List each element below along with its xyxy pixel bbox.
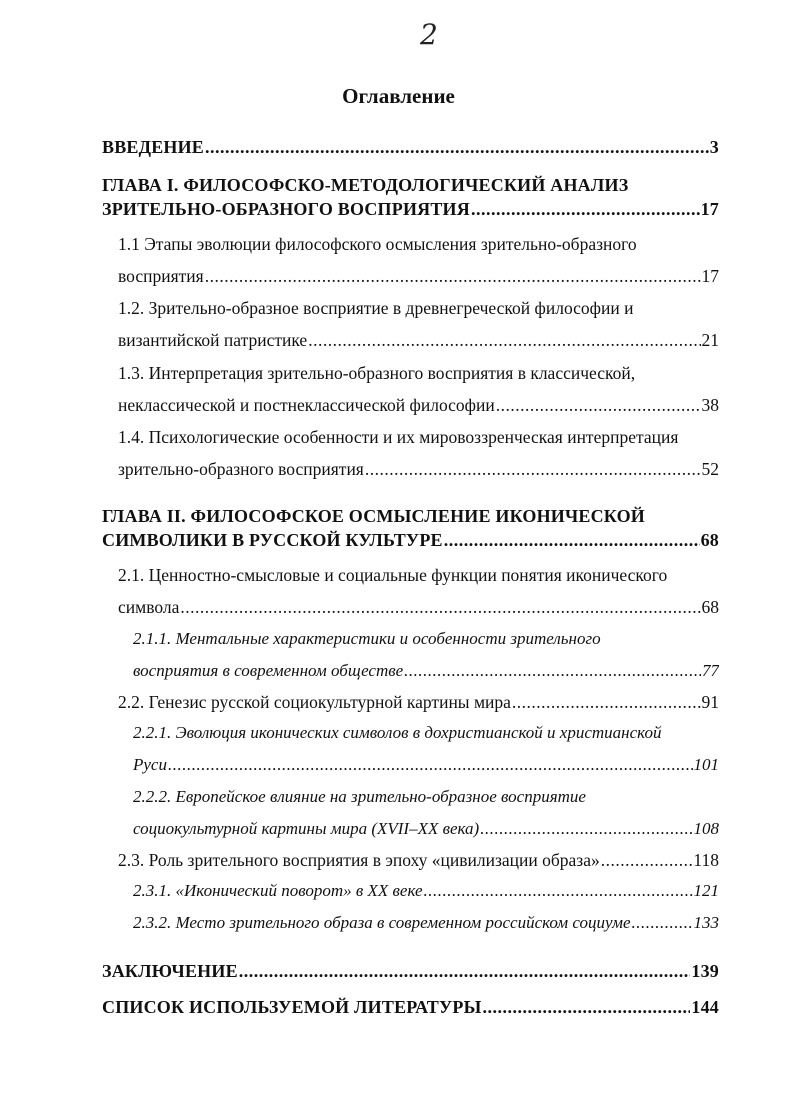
toc-section-2-1-line2[interactable] bbox=[118, 597, 719, 618]
toc-entry-label: ВВЕДЕНИЕ bbox=[102, 137, 205, 157]
toc-entry-page: 21 bbox=[701, 330, 719, 350]
toc-entry-conclusion[interactable] bbox=[102, 961, 719, 982]
dot-leader bbox=[424, 881, 693, 901]
toc-entry-page: 68 bbox=[700, 530, 719, 550]
toc-entry-page: 17 bbox=[701, 266, 719, 286]
toc-entry-label: 2.3.2. Место зрительного образа в современном российском социуме bbox=[133, 913, 631, 932]
page-title: Оглавление bbox=[342, 84, 455, 108]
toc-entry-intro[interactable] bbox=[102, 137, 719, 158]
toc-section-1-3-line1[interactable]: 1.3. Интерпретация зрительно-образного восприятия в классической, bbox=[118, 363, 636, 383]
dot-leader bbox=[471, 199, 700, 220]
toc-entry-page: 52 bbox=[701, 459, 719, 479]
toc-entry-label: 2.3.1. «Иконический поворот» в XX веке bbox=[133, 881, 423, 900]
toc-entry-page: 144 bbox=[691, 997, 719, 1017]
toc-section-2-2[interactable] bbox=[118, 692, 719, 713]
toc-section-1-1-line1[interactable]: 1.1 Этапы эволюции философского осмысления зрительно-образного bbox=[118, 234, 637, 254]
toc-subsection-2-2-2-line2[interactable] bbox=[133, 819, 719, 839]
toc-entry-label: 2.3. Роль зрительного восприятия в эпоху «цивилизации образа» bbox=[118, 850, 600, 870]
toc-entry-page: 108 bbox=[693, 819, 719, 838]
toc-entry-label: восприятия в современном обществе bbox=[133, 661, 404, 680]
toc-entry-label: СПИСОК ИСПОЛЬЗУЕМОЙ ЛИТЕРАТУРЫ bbox=[102, 997, 482, 1017]
toc-entry-page: 101 bbox=[693, 755, 719, 774]
toc-section-1-2-line1[interactable]: 1.2. Зрительно-образное восприятие в древнегреческой философии и bbox=[118, 298, 634, 318]
dot-leader bbox=[404, 661, 701, 681]
toc-section-1-3-line2[interactable] bbox=[118, 395, 719, 416]
toc-chapter1-title-line1[interactable]: ГЛАВА I. ФИЛОСОФСКО-МЕТОДОЛОГИЧЕСКИЙ АНАЛИЗ bbox=[102, 175, 629, 195]
dot-leader bbox=[205, 137, 709, 158]
toc-entry-page: 3 bbox=[709, 137, 719, 157]
toc-subsection-2-2-1-line1[interactable]: 2.2.1. Эволюция иконических символов в дохристианской и христианской bbox=[133, 723, 662, 742]
toc-entry-label: ЗРИТЕЛЬНО-ОБРАЗНОГО ВОСПРИЯТИЯ bbox=[102, 199, 470, 219]
toc-entry-bibliography[interactable] bbox=[102, 997, 719, 1018]
toc-section-2-3[interactable] bbox=[118, 850, 719, 871]
toc-entry-label: зрительно-образного восприятия bbox=[118, 459, 364, 479]
handwritten-page-number: 2 bbox=[420, 18, 438, 51]
toc-entry-label: символа bbox=[118, 597, 180, 617]
dot-leader bbox=[482, 997, 690, 1018]
toc-chapter1-title-line2[interactable] bbox=[102, 199, 719, 220]
toc-entry-page: 118 bbox=[693, 850, 719, 870]
toc-entry-label: византийской патристике bbox=[118, 330, 308, 350]
toc-entry-label: 2.2. Генезис русской социокультурной картины мира bbox=[118, 692, 511, 712]
dot-leader bbox=[308, 330, 700, 351]
toc-entry-page: 68 bbox=[701, 597, 719, 617]
toc-entry-label: восприятия bbox=[118, 266, 204, 286]
toc-entry-page: 91 bbox=[701, 692, 719, 712]
dot-leader bbox=[365, 459, 701, 480]
toc-subsection-2-2-1-line2[interactable] bbox=[133, 755, 719, 775]
toc-section-1-2-line2[interactable] bbox=[118, 330, 719, 351]
toc-subsection-2-3-2[interactable] bbox=[133, 913, 719, 933]
toc-section-2-1-line1[interactable]: 2.1. Ценностно-смысловые и социальные функции понятия иконического bbox=[118, 565, 668, 585]
toc-entry-label: социокультурной картины мира (XVII–XX века) bbox=[133, 819, 480, 838]
dot-leader bbox=[632, 913, 693, 933]
toc-section-1-4-line1[interactable]: 1.4. Психологические особенности и их мировоззренческая интерпретация bbox=[118, 427, 679, 447]
toc-entry-label: Руси bbox=[133, 755, 167, 774]
dot-leader bbox=[480, 819, 692, 839]
toc-section-1-1-line2[interactable] bbox=[118, 266, 719, 287]
toc-entry-page: 139 bbox=[691, 961, 719, 981]
toc-chapter2-title-line1[interactable]: ГЛАВА II. ФИЛОСОФСКОЕ ОСМЫСЛЕНИЕ ИКОНИЧЕСКОЙ bbox=[102, 506, 645, 526]
dot-leader bbox=[239, 961, 691, 982]
dot-leader bbox=[168, 755, 693, 775]
dot-leader bbox=[180, 597, 700, 618]
toc-entry-label: неклассической и постнеклассической философии bbox=[118, 395, 495, 415]
toc-entry-page: 38 bbox=[701, 395, 719, 415]
dot-leader bbox=[444, 530, 700, 551]
toc-entry-label: СИМВОЛИКИ В РУССКОЙ КУЛЬТУРЕ bbox=[102, 530, 443, 550]
dot-leader bbox=[512, 692, 701, 713]
toc-chapter2-title-line2[interactable] bbox=[102, 530, 719, 551]
toc-entry-page: 121 bbox=[693, 881, 719, 900]
dot-leader bbox=[496, 395, 701, 416]
dot-leader bbox=[601, 850, 693, 871]
toc-entry-label: ЗАКЛЮЧЕНИЕ bbox=[102, 961, 238, 981]
toc-entry-page: 133 bbox=[693, 913, 719, 932]
toc-entry-page: 17 bbox=[700, 199, 719, 219]
toc-subsection-2-1-1-line2[interactable] bbox=[133, 661, 719, 681]
dot-leader bbox=[205, 266, 701, 287]
toc-subsection-2-2-2-line1[interactable]: 2.2.2. Европейское влияние на зрительно-образное восприятие bbox=[133, 787, 586, 806]
toc-entry-page: 77 bbox=[702, 661, 719, 680]
toc-section-1-4-line2[interactable] bbox=[118, 459, 719, 480]
toc-subsection-2-1-1-line1[interactable]: 2.1.1. Ментальные характеристики и особенности зрительного bbox=[133, 629, 601, 648]
toc-subsection-2-3-1[interactable] bbox=[133, 881, 719, 901]
